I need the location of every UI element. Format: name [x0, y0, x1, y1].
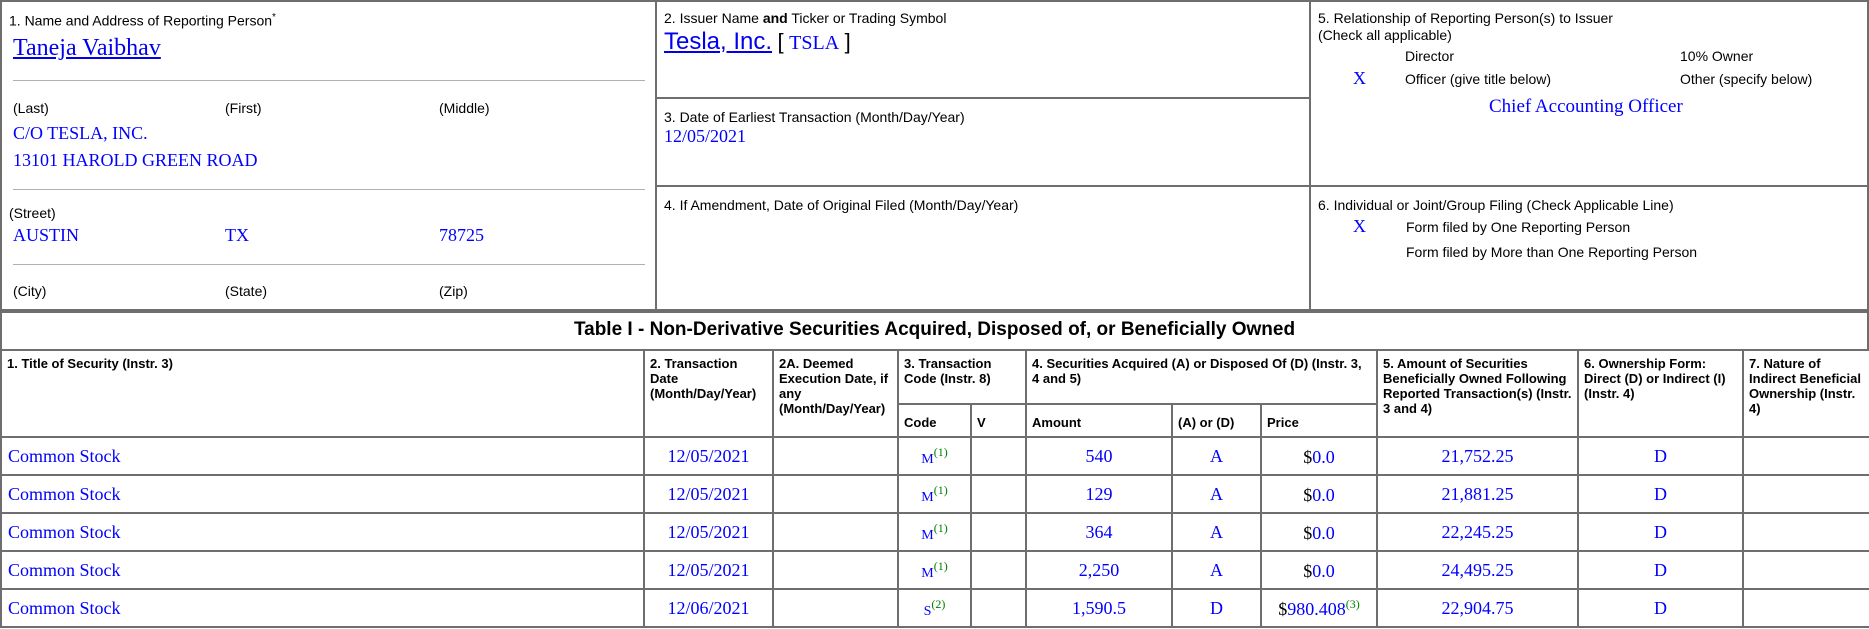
box1-asterisk: * — [272, 12, 276, 23]
one-person-label: Form filed by One Reporting Person — [1406, 219, 1631, 235]
box1-label — [9, 12, 276, 29]
code-value: M — [921, 527, 934, 543]
box2-label-and: and — [762, 10, 788, 26]
state-value: TX — [225, 225, 249, 245]
first-label: (First) — [225, 100, 262, 116]
box5-label-2: (Check all applicable) — [1318, 27, 1452, 43]
table-row — [1, 589, 1869, 627]
price-value: 0.0 — [1312, 484, 1335, 505]
ownership-form: D — [1578, 513, 1743, 551]
code-value: S — [923, 603, 932, 619]
code-value: M — [921, 565, 934, 581]
amount: 2,250 — [1026, 551, 1172, 589]
dollar-sign: $ — [1278, 598, 1288, 619]
security-title: Common Stock — [1, 513, 644, 551]
price — [1261, 589, 1377, 627]
officer-label: Officer (give title below) — [1405, 71, 1552, 87]
amount-owned: 21,752.25 — [1377, 437, 1578, 475]
amount-owned: 24,495.25 — [1377, 551, 1578, 589]
divider — [13, 80, 645, 81]
transaction-date: 12/05/2021 — [644, 437, 773, 475]
amount: 540 — [1026, 437, 1172, 475]
a-or-d: A — [1172, 437, 1261, 475]
header-title-of-security: 1. Title of Security (Instr. 3) — [1, 350, 644, 437]
other-label: Other (specify below) — [1680, 71, 1813, 87]
dollar-sign: $ — [1303, 560, 1313, 581]
transaction-date: 12/05/2021 — [644, 475, 773, 513]
table-row — [1, 551, 1869, 589]
nature-of-ownership — [1743, 513, 1869, 551]
transaction-code — [898, 475, 971, 513]
a-or-d: A — [1172, 551, 1261, 589]
amount-owned: 21,881.25 — [1377, 475, 1578, 513]
address-line-1: C/O TESLA, INC. — [13, 123, 148, 143]
v-cell — [971, 513, 1026, 551]
amount: 1,590.5 — [1026, 589, 1172, 627]
nature-of-ownership — [1743, 437, 1869, 475]
subheader-price: Price — [1261, 404, 1377, 437]
box1-label-text: 1. Name and Address of Reporting Person — [9, 12, 273, 29]
dollar-sign: $ — [1303, 446, 1313, 467]
nature-of-ownership — [1743, 475, 1869, 513]
box2-label-pre: 2. Issuer Name — [664, 10, 763, 26]
ownership-form: D — [1578, 589, 1743, 627]
transaction-date: 12/05/2021 — [644, 513, 773, 551]
bracket-close: ] — [844, 29, 851, 54]
price — [1261, 551, 1377, 589]
box3-label: 3. Date of Earliest Transaction (Month/Day/Year) — [664, 109, 965, 125]
transaction-code — [898, 589, 971, 627]
table-row — [1, 513, 1869, 551]
dollar-sign: $ — [1303, 484, 1313, 505]
footnote-ref: (1) — [933, 558, 948, 573]
header-amount-owned: 5. Amount of Securities Beneficially Owned Following Reported Transaction(s) (Instr. 3 and 4) — [1377, 350, 1578, 437]
transaction-code — [898, 437, 971, 475]
officer-title: Chief Accounting Officer — [1489, 96, 1683, 117]
divider — [13, 189, 645, 190]
ownership-form: D — [1578, 551, 1743, 589]
header-transaction-code: 3. Transaction Code (Instr. 8) — [898, 350, 1026, 404]
ownership-form: D — [1578, 437, 1743, 475]
issuer-line — [664, 28, 851, 56]
filing-type-box — [1309, 185, 1869, 311]
deemed-date — [773, 589, 898, 627]
a-or-d: D — [1172, 589, 1261, 627]
deemed-date — [773, 437, 898, 475]
amount-owned: 22,904.75 — [1377, 589, 1578, 627]
v-cell — [971, 589, 1026, 627]
ticker-symbol: TSLA — [789, 32, 840, 54]
header-ownership-form: 6. Ownership Form: Direct (D) or Indirect (I) (Instr. 4) — [1578, 350, 1743, 437]
bracket-open: [ — [777, 29, 784, 54]
amendment-box — [655, 185, 1311, 311]
code-value: M — [921, 451, 934, 467]
amount: 364 — [1026, 513, 1172, 551]
more-persons-label: Form filed by More than One Reporting Person — [1406, 244, 1698, 260]
footnote-ref: (3) — [1345, 596, 1360, 611]
transaction-code — [898, 513, 971, 551]
reporting-person-box — [0, 0, 657, 311]
price-value: 0.0 — [1312, 560, 1335, 581]
box2-label — [664, 10, 946, 26]
officer-check-mark: X — [1353, 68, 1366, 88]
box6-label: 6. Individual or Joint/Group Filing (Check Applicable Line) — [1318, 197, 1674, 213]
box2-label-post: Ticker or Trading Symbol — [787, 10, 947, 26]
relationship-box — [1309, 0, 1869, 187]
security-title: Common Stock — [1, 589, 644, 627]
deemed-date — [773, 475, 898, 513]
subheader-code: Code — [898, 404, 971, 437]
v-cell — [971, 475, 1026, 513]
divider — [13, 264, 645, 265]
header-transaction-date: 2. Transaction Date (Month/Day/Year) — [644, 350, 773, 437]
issuer-name-link[interactable]: Tesla, Inc. — [664, 28, 773, 55]
security-title: Common Stock — [1, 551, 644, 589]
zip-label: (Zip) — [439, 283, 468, 299]
subheader-v: V — [971, 404, 1026, 437]
deemed-date — [773, 551, 898, 589]
earliest-transaction-date: 12/05/2021 — [664, 126, 747, 146]
dollar-sign: $ — [1303, 522, 1313, 543]
header-nature-of-ownership: 7. Nature of Indirect Beneficial Ownership (Instr. 4) — [1743, 350, 1869, 437]
price-value: 0.0 — [1312, 446, 1335, 467]
deemed-date — [773, 513, 898, 551]
state-label: (State) — [225, 283, 268, 299]
one-person-check-mark: X — [1353, 216, 1366, 236]
code-value: M — [921, 489, 934, 505]
subheader-amount: Amount — [1026, 404, 1172, 437]
table1-title: Table I - Non-Derivative Securities Acquired, Disposed of, or Beneficially Owned — [573, 319, 1296, 340]
footnote-ref: (1) — [933, 482, 948, 497]
price — [1261, 513, 1377, 551]
price — [1261, 437, 1377, 475]
table-row — [1, 437, 1869, 475]
subheader-a-or-d: (A) or (D) — [1172, 404, 1261, 437]
box5-label-1: 5. Relationship of Reporting Person(s) to Issuer — [1318, 10, 1613, 26]
amount: 129 — [1026, 475, 1172, 513]
street-label: (Street) — [9, 205, 56, 221]
ownership-form: D — [1578, 475, 1743, 513]
header-deemed-execution-date: 2A. Deemed Execution Date, if any (Month/Day/Year) — [773, 350, 898, 437]
city-value: AUSTIN — [13, 225, 79, 245]
nature-of-ownership — [1743, 551, 1869, 589]
header-securities-acquired-disposed: 4. Securities Acquired (A) or Disposed Of (D) (Instr. 3, 4 and 5) — [1026, 350, 1377, 404]
nature-of-ownership — [1743, 589, 1869, 627]
price-value: 0.0 — [1312, 522, 1335, 543]
ten-percent-owner-label: 10% Owner — [1680, 48, 1754, 64]
v-cell — [971, 437, 1026, 475]
footnote-ref: (1) — [933, 444, 948, 459]
city-label: (City) — [13, 283, 47, 299]
price-value: 980.408 — [1287, 598, 1346, 619]
v-cell — [971, 551, 1026, 589]
issuer-box — [655, 0, 1311, 99]
price — [1261, 475, 1377, 513]
earliest-transaction-box — [655, 97, 1311, 187]
footnote-ref: (2) — [931, 596, 946, 611]
director-label: Director — [1405, 48, 1455, 64]
table1-title-bar — [0, 311, 1869, 351]
security-title: Common Stock — [1, 475, 644, 513]
zip-value: 78725 — [439, 225, 484, 245]
a-or-d: A — [1172, 475, 1261, 513]
middle-label: (Middle) — [439, 100, 490, 116]
a-or-d: A — [1172, 513, 1261, 551]
box4-label: 4. If Amendment, Date of Original Filed (Month/Day/Year) — [664, 197, 1019, 213]
address-line-2: 13101 HAROLD GREEN ROAD — [13, 150, 258, 170]
last-label: (Last) — [13, 100, 49, 116]
reporting-person-name-link[interactable]: Taneja Vaibhav — [13, 35, 161, 61]
transaction-code — [898, 551, 971, 589]
transaction-date: 12/05/2021 — [644, 551, 773, 589]
non-derivative-table — [0, 349, 1869, 628]
security-title: Common Stock — [1, 437, 644, 475]
transaction-date: 12/06/2021 — [644, 589, 773, 627]
footnote-ref: (1) — [933, 520, 948, 535]
amount-owned: 22,245.25 — [1377, 513, 1578, 551]
table-row — [1, 475, 1869, 513]
